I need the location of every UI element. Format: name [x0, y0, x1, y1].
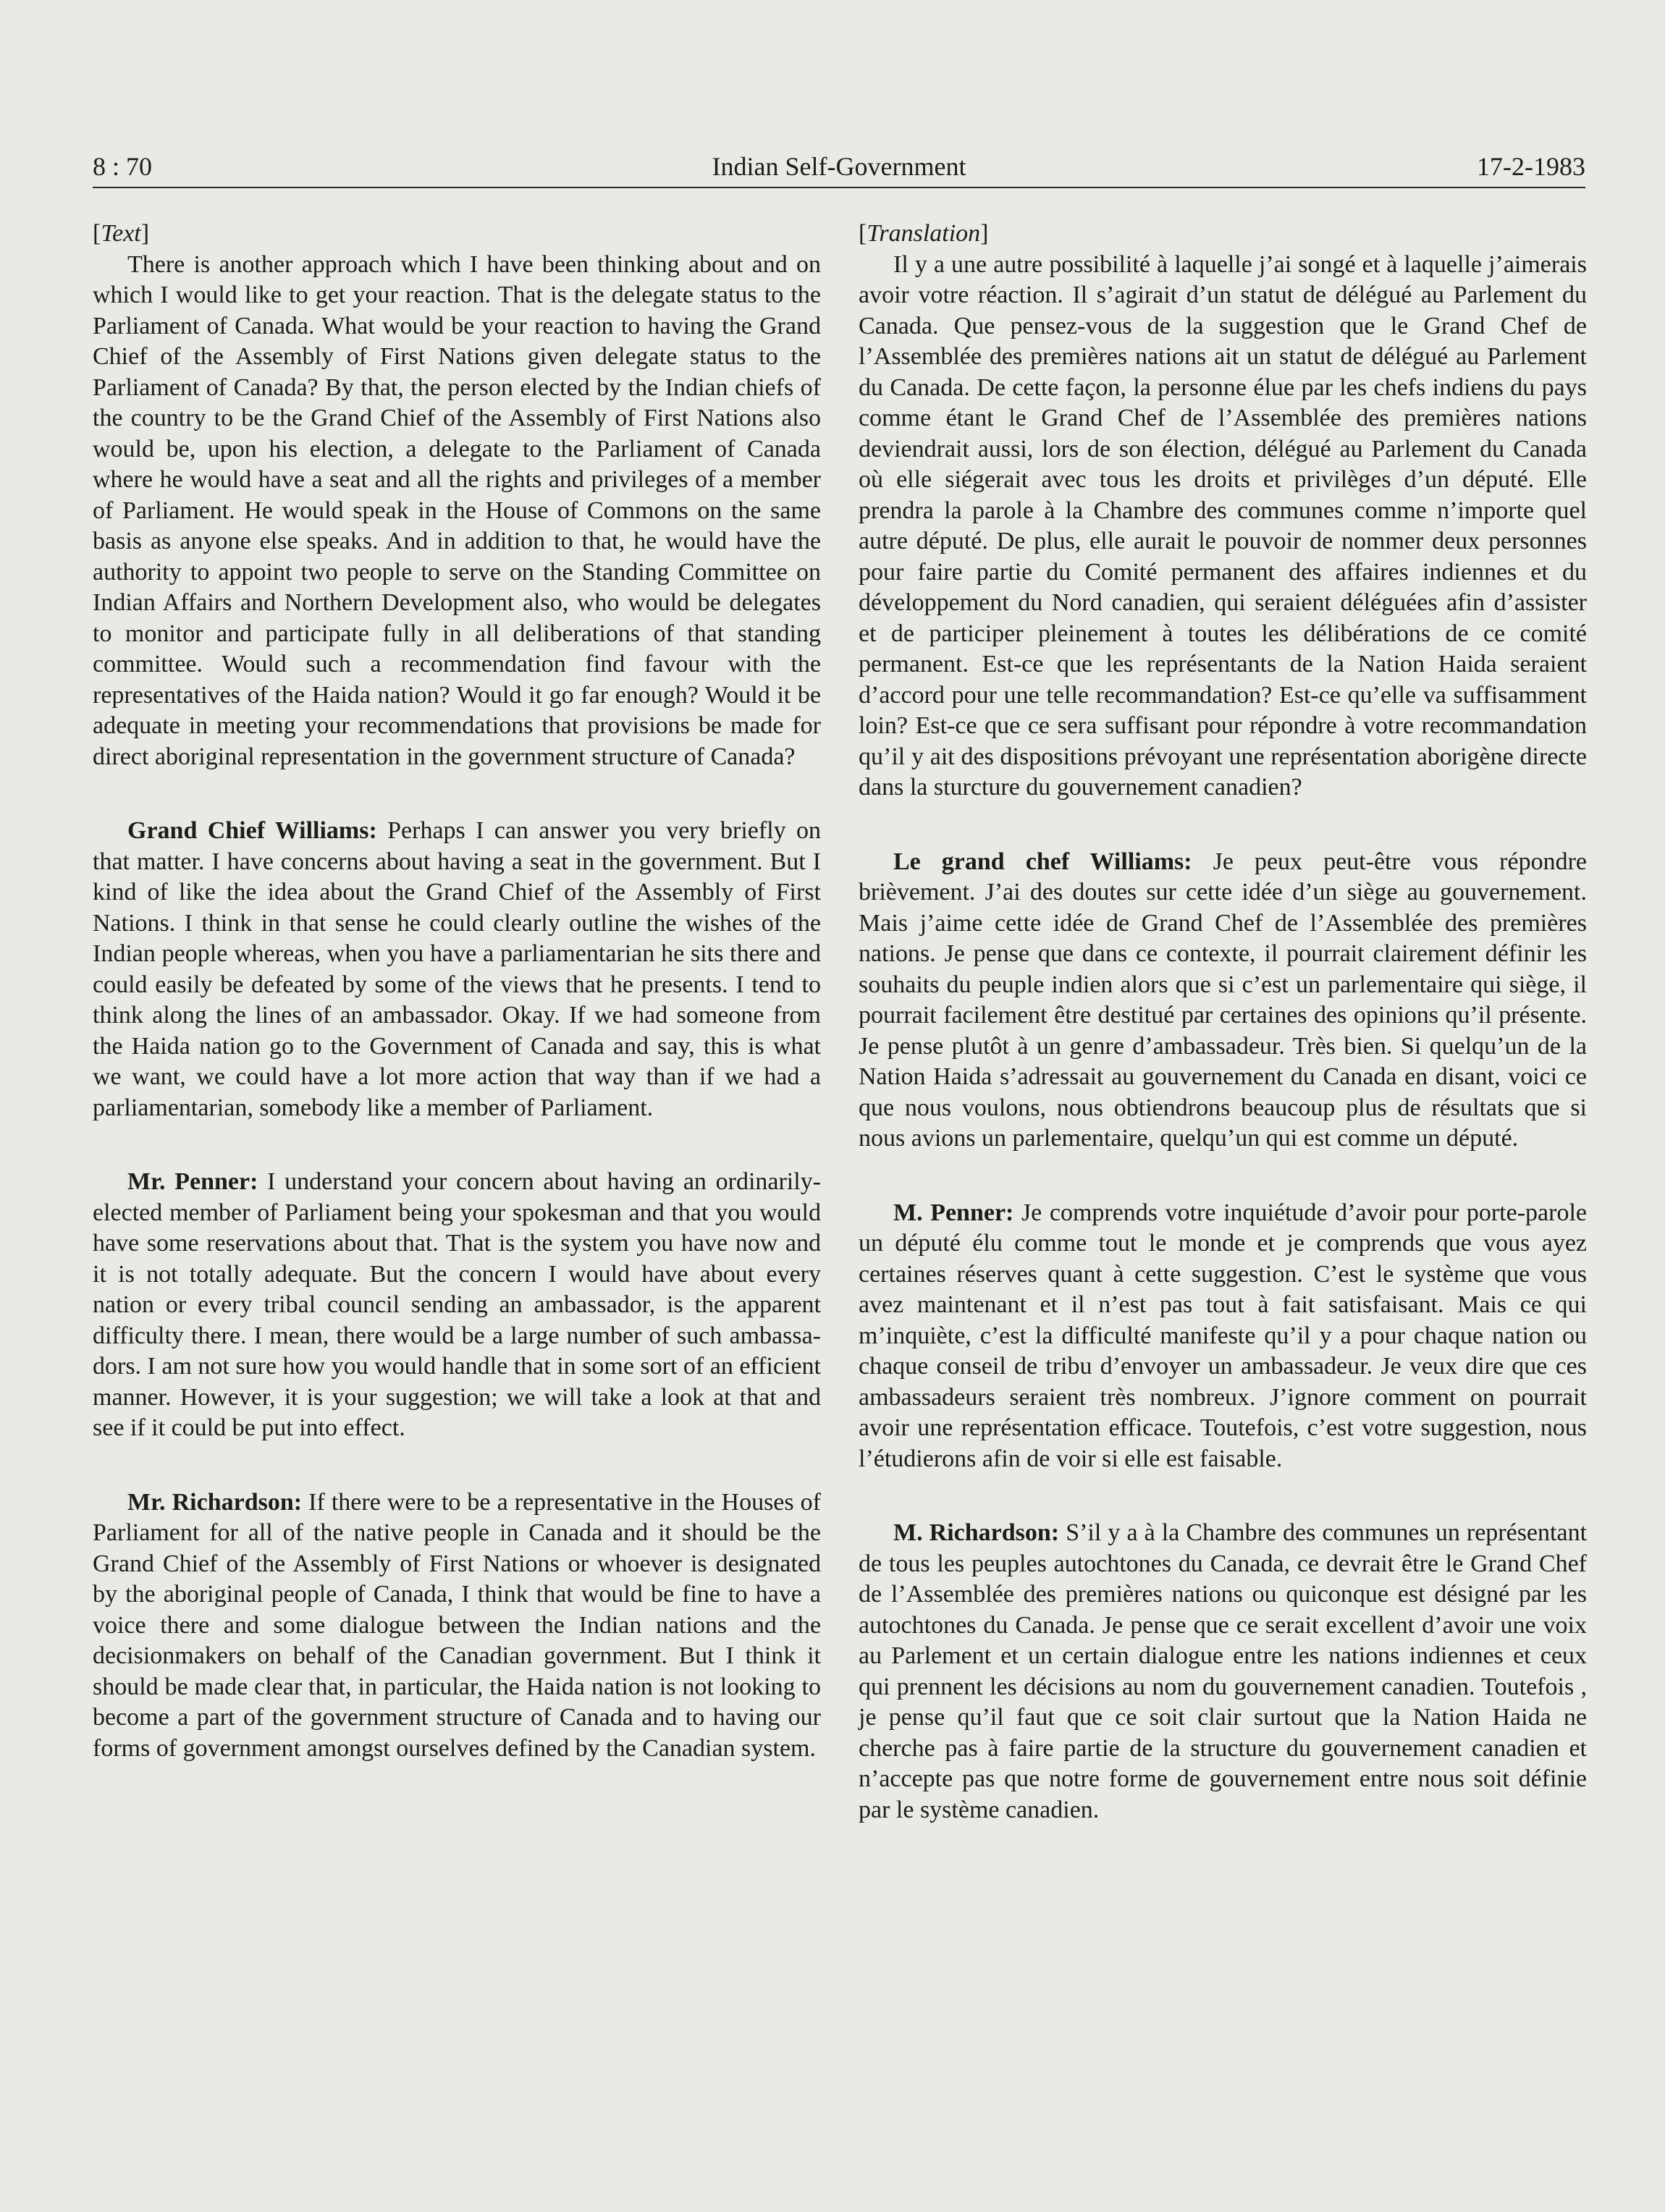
speaker-name: M. Richardson: — [893, 1519, 1060, 1546]
language-tag-label: Text — [101, 220, 141, 247]
language-tag-translation: [Translation] — [859, 220, 989, 247]
speech-text: S’il y a à la Chambre des communes un représentant de tous les peuples autochtones du Canada, ce devrait être le Grand Chef de l’Assemblée des premières nations ou quiconque est désigné par les autochtones du Canada. Je pense que ce serait excellent d’avoir une voix au Parlement et un certain dialogue entre les nations indiennes et ceux qui prennent les décisions au nom du gouvernement canadien. Toutefois , je pense qu’il faut que ce soit clair surtout que la Nation Haida ne cherche pas à faire partie de la structure du gouvernement canadien et n’accepte pas que notre forme de gouvernement entre nous soit définie par le système canadien. — [859, 1519, 1588, 1823]
speaker-name: Le grand chef Williams: — [893, 848, 1192, 875]
speech-paragraph — [859, 847, 1587, 1154]
english-column — [93, 219, 821, 1764]
speech-paragraph — [859, 1198, 1587, 1475]
speech-text: Je peux peut-être vous répondre brièvement. J’ai des doutes sur cette idée d’un siège au gouvernement. Mais j’aime cette idée de Grand Chef de l’Assemblée des premières nations. Je pense que dans ce contexte, il pourrait clairement définir les souhaits du peuple indien alors que si c’est un parlementaire qui siège, il pourrait facilement être destitué par certaines des opinions qu’il présente. Je pense plutôt à un genre d’ambassadeur. Très bien. Si quelqu’un de la Nation Haida s’adressait au gouvernement du Canada en disant, voici ce que nous voulons, nous obtiendrons beaucoup plus de résultats que si nous avions un parlementaire, quelqu’un qui est comme un député. — [859, 848, 1587, 1152]
header-rule — [93, 187, 1585, 188]
speaker-name: Mr. Richardson: — [127, 1488, 303, 1516]
language-tag-text: [Text] — [93, 220, 150, 247]
page-number: 8 : 70 — [93, 152, 153, 181]
speaker-name: M. Penner: — [893, 1199, 1014, 1226]
speech-paragraph — [93, 816, 821, 1123]
session-date: 17-2-1983 — [1477, 152, 1585, 181]
language-tag-label: Translation — [867, 220, 981, 247]
speech-paragraph — [93, 1487, 821, 1765]
running-header — [93, 148, 1585, 185]
speech-text: Je comprends votre inquiétude d’avoir pour porte-parole un député élu comme tout le monde et je comprends que vous ayez certaines réserves quant à cette suggestion. C’est le système que vous avez maintenant et il n’est pas tout à fait satisfaisant. Mais ce qui m’inquiète, c’est la difficulté manifeste qu’il y a pour chaque nation ou chaque conseil de tribu d’envoyer un ambassadeur. Je veux dire que ces ambassadeurs seraient très nombreux. J’ignore comment on pourrait avoir une représentation efficace. Toutefois, c’est votre suggestion, nous l’étudierons afin de voir si elle est faisable. — [859, 1199, 1587, 1472]
speech-text: I understand your concern about having an ordinarily-elected member of Parliament being your spokesman and that you would have some reservations about that. That is the system you have now and it is not totally adequate. But the concern I would have about every nation or every tribal council sending an ambassador, is the apparent difficulty there. I mean, there would be a large number of such ambassadors. I am not sure how you would handle that in some sort of an efficient manner. However, it is your suggestion; we will take a look at that and see if it could be put into effect. — [93, 1168, 822, 1441]
speech-paragraph — [859, 1518, 1587, 1825]
question-paragraph: There is another approach which I have been thinking about and on which I would like to get your reaction. That is the delegate status to the Parliament of Canada. What would be your reaction to having the Grand Chief of the Assembly of First Nations given delegate status to the Parliament of Canada? By that, the person elected by the Indian chiefs of the country to be the Grand Chief of the Assembly of First Nations also would be, upon his election, a delegate to the Parliament of Canada where he would have a seat and all the rights and privileges of a member of Parliament. He would speak in the House of Commons on the same basis as anyone else speaks. And in addition to that, he would have the authority to appoint two people to serve on the Standing Committee on Indian Affairs and Northern Development also, who would be delegates to monitor and participate fully in all deliberations of that standing committee. Would such a recommendation find favour with the representatives of the Haida nation? Would it go far enough? Would it be adequate in meeting your recommendations that provisions be made for direct aboriginal representation in the government structure of Canada? — [93, 250, 821, 770]
question-paragraph: Il y a une autre possibilité à laquelle j’ai songé et à laquelle j’aimerais avoir votre réaction. Il s’agirait d’un statut de délégué au Parlement du Canada. Que pensez-vous de la suggestion que le Grand Chef de l’Assemblée des premières nations ait un statut de délégué au Parlement du Canada. De cette façon, la personne élue par les chefs indiens du pays comme étant le Grand Chef de l’Assemblée des premières nations deviendrait aussi, lors de son élection, délégué au Parlement du Canada où elle siégerait avec tous les droits et privilèges d’un député. Elle prendra la parole à la Chambre des communes comme n’importe quel autre député. De plus, elle aurait le pouvoir de nommer deux personnes pour faire partie du Comité permanent des affaires indiennes et du développement du Nord canadien, qui seraient déléguées afin d’assister et de participer pleinement à toutes les délibérations de ce comité permanent. Est-ce que les représentants de la Nation Haida seraient d’accord pour une telle recommandation? Est-ce qu’elle va suffisamment loin? Est-ce que ce sera suffisant pour répondre à votre recommandation qu’il y ait des dispositions prévoyant une représentation aborigène directe dans la sturcture du gouvernement canadien? — [859, 250, 1587, 801]
running-title: Indian Self-Government — [712, 152, 966, 181]
speaker-name: Grand Chief Williams: — [127, 817, 377, 844]
speaker-name: Mr. Penner: — [127, 1168, 258, 1195]
speech-paragraph — [93, 1167, 821, 1444]
speech-text: If there were to be a representative in the Houses of Parliament for all of the native people in Canada and it should be the Grand Chief of the Assembly of First Nations or whoever is designated by the aboriginal people of Canada, I think that would be fine to have a voice there and some dialogue between the Indian nations and the decisionmakers on behalf of the Canadian government. But I think it should be made clear that, in particular, the Haida nation is not looking to become a part of the government structure of Canada and to having our forms of government amongst ourselves defined by the Canadian system. — [93, 1488, 821, 1762]
speech-text: Perhaps I can answer you very briefly on that matter. I have concerns about having a seat in the government. But I kind of like the idea about the Grand Chief of the Assembly of First Nations. I think in that sense he could clearly outline the wishes of the Indian people whereas, when you have a parliamentarian he sits there and could easily be defeated by some of the views that he presents. I tend to think along the lines of an ambassador. Okay. If we had someone from the Haida nation go to the Government of Canada and say, this is what we want, we could have a lot more action that way than if we had a parliamentarian, somebody like a member of Parliament. — [93, 817, 821, 1121]
french-column — [859, 219, 1587, 1825]
